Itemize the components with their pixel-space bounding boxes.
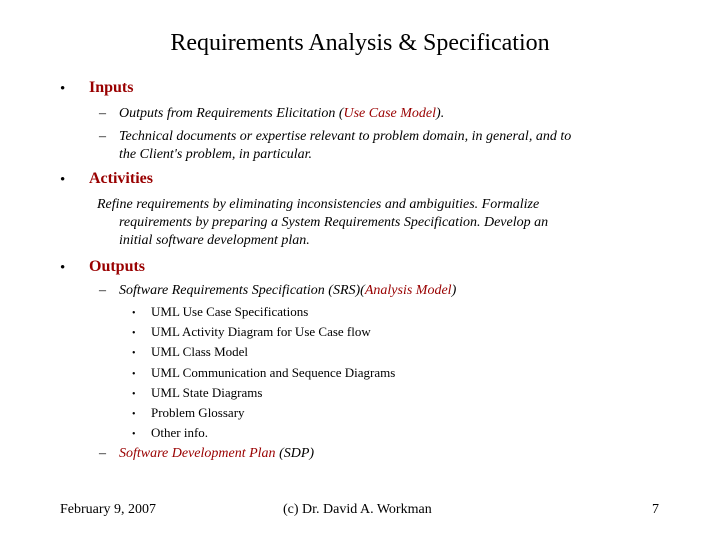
footer-page-number: 7	[652, 502, 659, 517]
bullet-dot: •	[132, 388, 136, 400]
dash-marker: –	[99, 129, 106, 144]
outputs-heading: Outputs	[89, 258, 146, 275]
list-item-text: UML Activity Diagram for Use Case flow	[151, 324, 371, 340]
inputs-item-2	[99, 128, 659, 164]
list-item	[132, 302, 395, 322]
bullet-dot: •	[60, 172, 66, 188]
srs-item-list	[132, 302, 395, 443]
dash-marker: –	[99, 283, 106, 298]
list-item	[132, 322, 395, 342]
srs-text: Software Requirements Specification (SRS)(	[119, 283, 365, 298]
outputs-sdp	[99, 445, 659, 463]
sdp-text: Software Development Plan	[119, 446, 276, 461]
inputs-item-1	[99, 105, 659, 123]
bullet-dot: •	[132, 368, 136, 380]
inputs-item-2-line-2: the Client's problem, in particular.	[119, 147, 313, 162]
use-case-model-text: Use Case Model	[343, 106, 437, 121]
outputs-srs	[99, 282, 659, 300]
list-item	[132, 403, 395, 423]
footer-author: (c) Dr. David A. Workman	[283, 502, 432, 517]
activities-line-2: requirements by preparing a System Requirements Specification. Develop an	[119, 215, 549, 230]
analysis-model-text: Analysis Model	[364, 283, 452, 298]
bullet-dot: •	[132, 328, 136, 340]
activities-line-3: initial software development plan.	[119, 233, 310, 248]
inputs-item-2-line-1: Technical documents or expertise relevant to problem domain, in general, and to	[119, 129, 572, 144]
list-item	[132, 342, 395, 362]
bullet-dot: •	[60, 260, 66, 276]
footer-date: February 9, 2007	[60, 502, 157, 517]
list-item	[132, 363, 395, 383]
bullet-dot: •	[60, 81, 66, 97]
activities-heading: Activities	[89, 170, 153, 187]
dash-marker: –	[99, 106, 106, 121]
list-item-text: Other info.	[151, 425, 209, 441]
activities-text	[97, 196, 657, 250]
bullet-dot: •	[132, 308, 136, 319]
list-item-text: UML State Diagrams	[151, 384, 263, 400]
bullet-dot: •	[132, 408, 136, 420]
slide-title: Requirements Analysis & Specification	[170, 30, 550, 56]
list-item	[132, 423, 395, 443]
bullet-dot: •	[132, 429, 136, 441]
list-item-text: UML Class Model	[151, 344, 249, 360]
list-item-text: Problem Glossary	[151, 404, 245, 420]
list-item-text: UML Use Case Specifications	[151, 304, 309, 319]
dash-marker: –	[99, 446, 106, 461]
sdp-abbrev: (SDP)	[275, 446, 315, 461]
srs-text-end: )	[451, 283, 457, 298]
list-item	[132, 383, 395, 403]
list-item-text: UML Communication and Sequence Diagrams	[151, 364, 396, 380]
bullet-dot: •	[132, 348, 136, 360]
inputs-heading: Inputs	[89, 79, 134, 96]
inputs-item-1-end: ).	[436, 106, 445, 121]
inputs-item-1-text: Outputs from Requirements Elicitation (	[119, 106, 344, 121]
activities-line-1: Refine requirements by eliminating inconsistencies and ambiguities. Formalize	[97, 197, 540, 212]
